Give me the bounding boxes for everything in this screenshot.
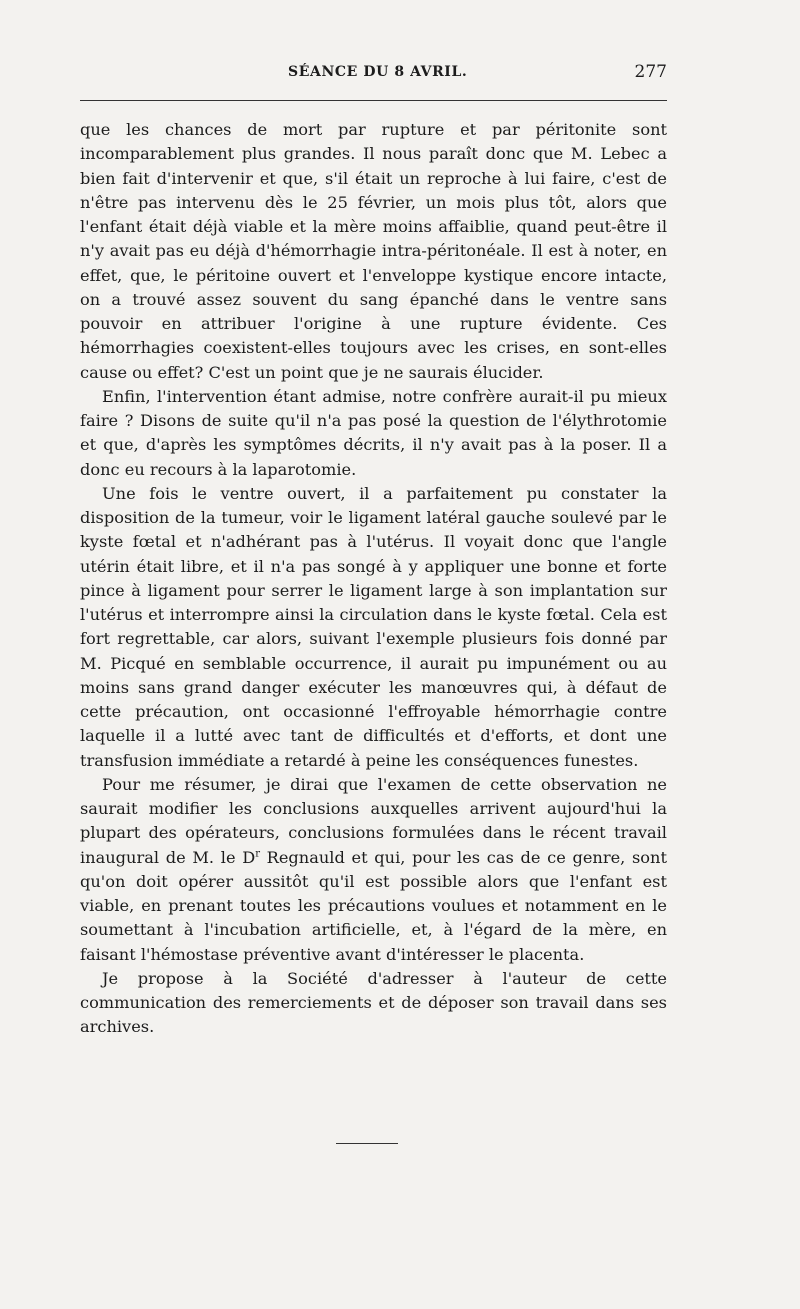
paragraph-ventre-ouvert: Une fois le ventre ouvert, il a parfaitement pu constater la disposition de la tumeur, voir le ligament latéral gauche soulevé par le kyste fœtal et n'adhérant pas à l'utérus. Il voyait donc que l'angle utérin était libre, et il n'a pas songé à y appliquer une bonne et forte pince à ligament pour serrer le ligament large à son implantation sur l'utérus et interrompre ainsi la circulation dans le kyste fœtal. Cela est fort regrettable, car alors, suivant l'exemple plusieurs fois donné par M. Picqué en semblable occurrence, il aurait pu impunément ou au moins sans grand danger exécuter les manœuvres qui, à défaut de cette précaution, ont occasionné l'effroyable hémorrhagie contre laquelle il a lutté avec tant de difficultés et d'efforts, et dont une transfusion immédiate a retardé à peine les conséquences funestes. (80, 483, 667, 770)
doctor-abbrev-superscript: r (255, 848, 260, 860)
header-rule (80, 100, 667, 101)
closing-rule (336, 1143, 398, 1144)
running-head: SÉANCE DU 8 AVRIL. (288, 64, 468, 80)
resume-text-start: Pour me résumer, je dirai que l'examen de cette observation ne saurait modifier les conclusions auxquelles arrivent aujourd'hui la plupart des opérateurs, conclusions formulées dans le récent travail inaugural de M. le D (80, 774, 667, 867)
body-text (80, 118, 667, 1040)
paragraph-continuation: que les chances de mort par rupture et par péritonite sont incomparablement plus grandes. Il nous paraît donc que M. Lebec a bien fait d'intervenir et que, s'il était un reproche à lui faire, c'est de n'être pas intervenu dès le 25 février, un mois plus tôt, alors que l'enfant était déjà viable et la mère moins affaiblie, quand peut-être il n'y avait pas eu déjà d'hémorrhagie intra-péritonéale. Il est à noter, en effet, que, le péritoine ouvert et l'enveloppe kystique encore intacte, on a trouvé assez souvent du sang épanché dans le ventre sans pouvoir en attribuer l'origine à une rupture évidente. Ces hémorrhagies coexistent-elles toujours avec les crises, en sont-elles cause ou effet? C'est un point que je ne saurais élucider. (80, 120, 667, 382)
paragraph-resume (80, 773, 667, 967)
paragraph-proposition: Je propose à la Société d'adresser à l'auteur de cette communication des remerciements et de déposer son travail dans ses archives. (80, 968, 667, 1037)
page-header (80, 64, 667, 90)
resume-text-end: Regnauld et qui, pour les cas de ce genre, sont qu'on doit opérer aussitôt qu'il est possible alors que l'enfant est viable, en prenant toutes les précautions voulues et notamment en le soumettant à l'incubation artificielle, et, à l'égard de la mère, en faisant l'hémostase préventive avant d'intéresser le placenta. (80, 847, 667, 964)
paragraph-intervention: Enfin, l'intervention étant admise, notre confrère aurait-il pu mieux faire ? Disons de suite qu'il n'a pas posé la question de l'élythrotomie et que, d'après les symptômes décrits, il n'y avait pas à la poser. Il a donc eu recours à la laparotomie. (80, 386, 667, 479)
page-number: 277 (634, 62, 667, 82)
